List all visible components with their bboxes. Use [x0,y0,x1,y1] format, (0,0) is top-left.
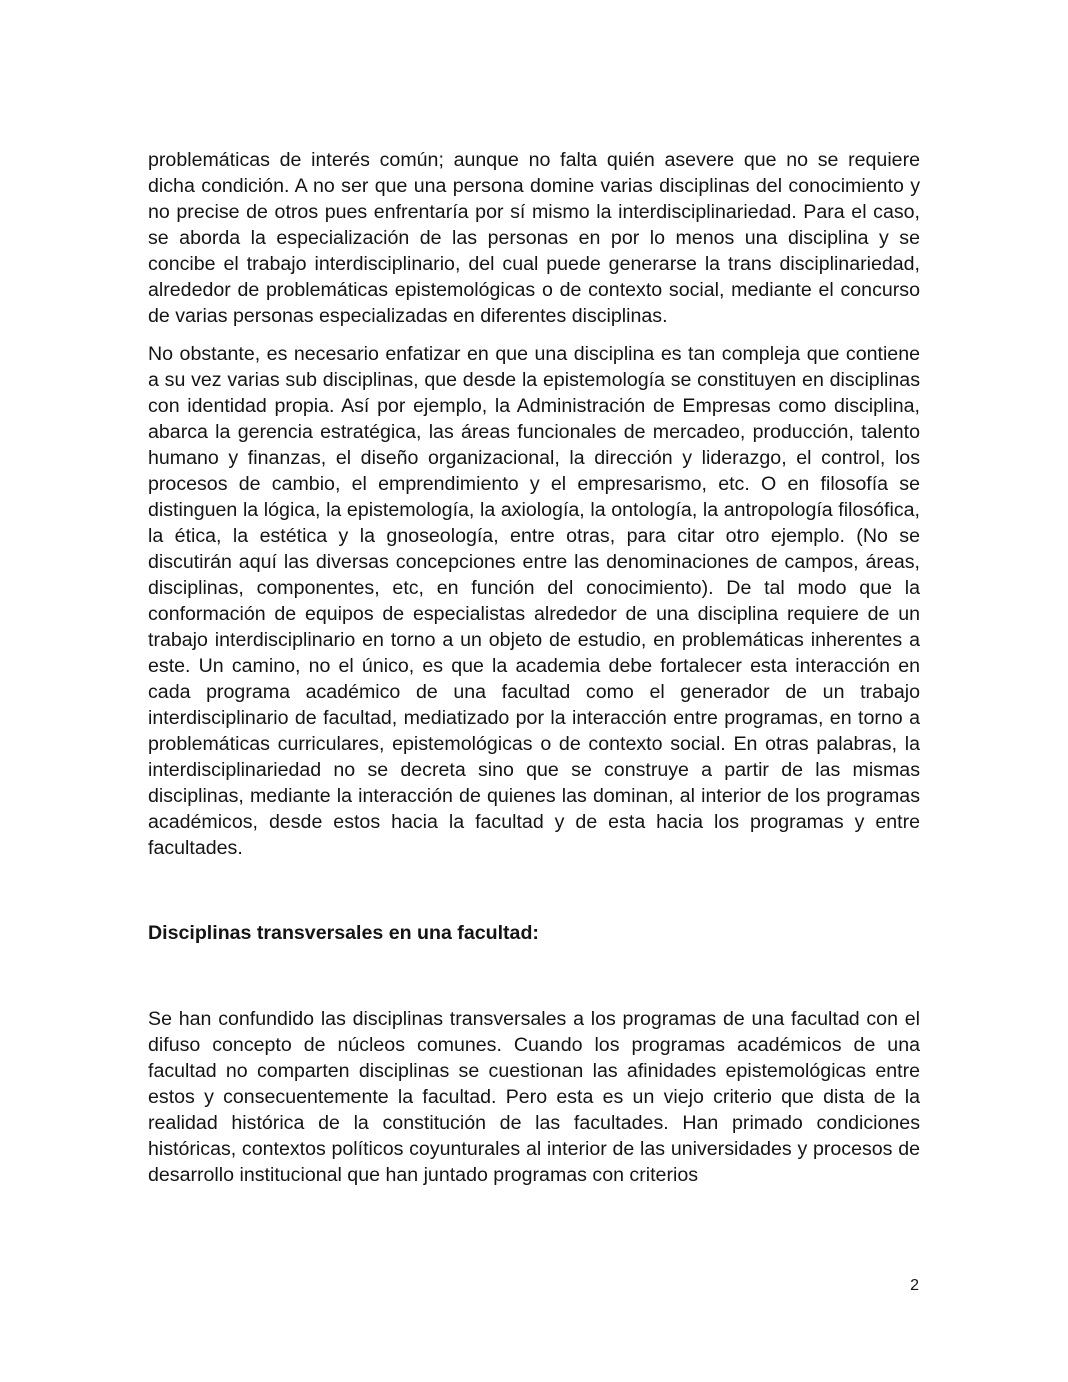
section-heading: Disciplinas transversales en una facultad: [148,922,539,944]
page-body [148,147,920,1200]
page-number: 2 [910,1277,919,1294]
body-paragraph-3: Se han confundido las disciplinas transversales a los programas de una facultad con el difuso concepto de núcleos comunes. Cuando los programas académicos de una facultad no comparten disciplinas se cuestionan las afinidades epistemológicas entre estos y consecuentemente la facultad. Pero esta es un viejo criterio que dista de la realidad histórica de la constitución de las facultades. Han primado condiciones históricas, contextos políticos coyunturales al interior de las universidades y procesos de desarrollo institucional que han juntado programas con criterios [148,1008,920,1186]
body-paragraph-1: problemáticas de interés común; aunque no falta quién asevere que no se requiere dicha condición. A no ser que una persona domine varias disciplinas del conocimiento y no precise de otros pues enfrentaría por sí mismo la interdisciplinariedad. Para el caso, se aborda la especialización de las personas en por lo menos una disciplina y se concibe el trabajo interdisciplinario, del cual puede generarse la trans disciplinariedad, alrededor de problemáticas epistemológicas o de contexto social, mediante el concurso de varias personas especializadas en diferentes disciplinas. [148,149,920,327]
body-paragraph-2: No obstante, es necesario enfatizar en que una disciplina es tan compleja que contiene a su vez varias sub disciplinas, que desde la epistemología se constituyen en disciplinas con identidad propia. Así por ejemplo, la Administración de Empresas como disciplina, abarca la gerencia estratégica, las áreas funcionales de mercadeo, producción, talento humano y finanzas, el diseño organizacional, la dirección y liderazgo, el control, los procesos de cambio, el emprendimiento y el empresarismo, etc. O en filosofía se distinguen la lógica, la epistemología, la axiología, la ontología, la antropología filosófica, la ética, la estética y la gnoseología, entre otras, para citar otro ejemplo. (No se discutirán aquí las diversas concepciones entre las denominaciones de campos, áreas, disciplinas, componentes, etc, en función del conocimiento). De tal modo que la conformación de equipos de especialistas alrededor de una disciplina requiere de un trabajo interdisciplinario en torno a un objeto de estudio, en problemáticas inherentes a este. Un camino, no el único, es que la academia debe fortalecer esta interacción en cada programa académico de una facultad como el generador de un trabajo interdisciplinario de facultad, mediatizado por la interacción entre programas, en torno a problemáticas curriculares, epistemológicas o de contexto social. En otras palabras, la interdisciplinariedad no se decreta sino que se construye a partir de las mismas disciplinas, mediante la interacción de quienes las dominan, al interior de los programas académicos, desde estos hacia la facultad y de esta hacia los programas y entre facultades. [148,343,920,859]
